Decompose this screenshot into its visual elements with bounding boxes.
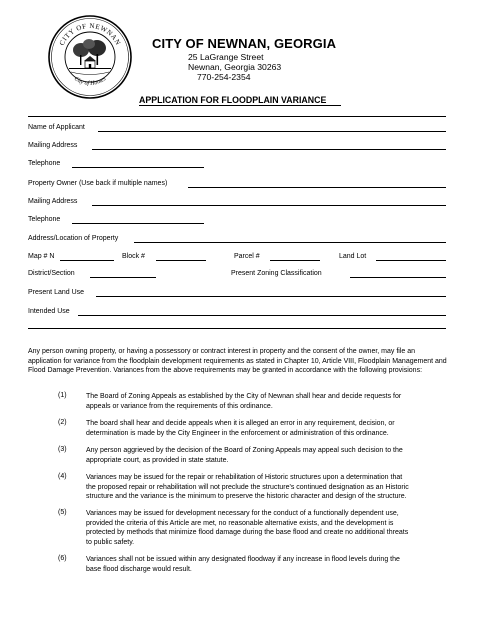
present-land-use-label: Present Land Use (28, 289, 85, 296)
name-of-applicant-field[interactable] (98, 131, 446, 132)
telephone-label: Telephone (28, 160, 61, 167)
land-lot-field[interactable] (376, 260, 446, 261)
provision-number: (1) (58, 392, 67, 399)
top-divider (28, 116, 446, 117)
district-section-label: District/Section (28, 270, 75, 277)
provision-text (86, 446, 403, 465)
intended-use-field[interactable] (78, 315, 446, 316)
seal-bottom-text: City of Homes (72, 76, 108, 87)
provision-line: appropriate court, as provided in state statute. (86, 456, 229, 464)
map-number-field[interactable] (60, 260, 114, 261)
district-section-field[interactable] (90, 277, 156, 278)
provision-line: Any person aggrieved by the decision of the Board of Zoning Appeals may appeal such decision to the (86, 447, 403, 454)
block-number-label: Block # (122, 253, 145, 260)
provision-line: appeals or variance from the requirements of this ordinance. (86, 402, 273, 410)
parcel-number-field[interactable] (270, 260, 320, 261)
owner-telephone-label: Telephone (28, 216, 61, 223)
provision-line: The Board of Zoning Appeals as established by the City of Newnan shall hear and decide requests for (86, 393, 402, 400)
provision-line: determination is made by the City Engineer in the enforcement or administration of this ordinance. (86, 429, 389, 437)
provision-line: the proposed repair or rehabilitation will not preclude the structure's continued designation as an Historic (86, 483, 409, 491)
provision-number: (4) (58, 473, 67, 480)
provision-number: (2) (58, 419, 67, 426)
property-location-label: Address/Location of Property (28, 235, 119, 242)
provision-line: structure and the variance is the minimum to preserve the historic character and design of the structure. (86, 493, 407, 501)
land-lot-label: Land Lot (339, 253, 367, 260)
intro-paragraph: Any person owning property, or having a possessory or contract interest in property and the consent of the owner, may file an application for variance from the floodplain development requirements as stated in Chapter 10, Article VIII, Floodplain Management and Flood Damage Prevention. Variances from the above requirements may be granted in accordance with the following provisions: (28, 348, 447, 375)
seal-top-text: CITY OF NEWNAN (57, 21, 123, 47)
provision-number: (3) (58, 446, 67, 453)
provision-text (86, 555, 400, 574)
provision-text (86, 509, 408, 547)
form-title: APPLICATION FOR FLOODPLAIN VARIANCE (139, 95, 327, 105)
provision-line: protected by methods that minimize flood damage during the base flood and create no additional threats (86, 529, 409, 537)
city-state-zip: Newnan, Georgia 30263 (188, 62, 282, 72)
property-owner-field[interactable] (188, 187, 446, 188)
title-underline (139, 105, 341, 106)
seal-illustration (69, 39, 111, 75)
property-location-field[interactable] (134, 242, 446, 243)
present-land-use-field[interactable] (96, 296, 446, 297)
parcel-number-label: Parcel # (234, 253, 260, 260)
provision-text (86, 392, 401, 411)
intended-use-label: Intended Use (28, 308, 70, 315)
provision-number: (6) (58, 555, 67, 562)
city-name: CITY OF NEWNAN, GEORGIA (152, 36, 337, 51)
mailing-address-field[interactable] (92, 149, 446, 150)
provision-text (86, 419, 395, 438)
bottom-divider (28, 328, 446, 329)
map-number-label: Map # N (28, 253, 55, 260)
provision-line: Variances may be issued for development necessary for the conduct of a functionally dependent use, (86, 510, 399, 517)
provision-line: Variances may be issued for the repair or rehabilitation of Historic structures upon a determination that (86, 474, 403, 481)
owner-mailing-address-label: Mailing Address (28, 198, 78, 205)
provision-line: The board shall hear and decide appeals when it is alleged an error in any requirement, decision, or (86, 420, 395, 427)
block-number-field[interactable] (156, 260, 206, 261)
provision-line: provided the criteria of this Article are met, no reasonable alternative exists, and the development is (86, 519, 394, 527)
property-owner-label: Property Owner (Use back if multiple names) (28, 180, 168, 187)
provision-line: Variances shall not be issued within any designated floodway if any increase in flood levels during the (86, 556, 400, 563)
svg-text:City of Homes (73, 76, 108, 87)
telephone-field[interactable] (72, 167, 204, 168)
present-zoning-label: Present Zoning Classification (231, 270, 322, 277)
street-address: 25 LaGrange Street (188, 52, 264, 62)
provision-number: (5) (58, 509, 67, 516)
provision-line: base flood discharge would result. (86, 565, 192, 573)
city-seal (47, 14, 133, 100)
provision-line: to public safety. (86, 538, 135, 546)
name-of-applicant-label: Name of Applicant (28, 124, 85, 131)
provision-text (86, 473, 409, 502)
owner-mailing-address-field[interactable] (92, 205, 446, 206)
mailing-address-label: Mailing Address (28, 142, 78, 149)
phone-number: 770-254-2354 (197, 72, 251, 82)
owner-telephone-field[interactable] (72, 223, 204, 224)
present-zoning-field[interactable] (350, 277, 446, 278)
